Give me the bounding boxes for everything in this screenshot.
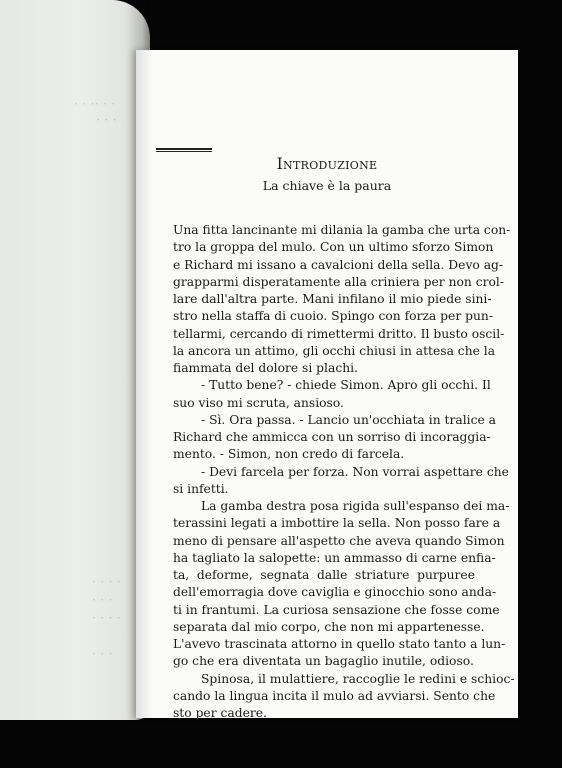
left-page: [0, 0, 150, 720]
text-line: meno di pensare all'aspetto che aveva quando Simon: [173, 533, 505, 548]
chapter-title: Introduzione: [276, 155, 378, 173]
text-line: tro la groppa del mulo. Con un ultimo sforzo Simon: [173, 240, 494, 255]
text-line: separata dal mio corpo, che non mi appartenesse.: [173, 619, 485, 634]
text-line: ta, deforme, segnata dalle striature purpuree: [173, 568, 475, 582]
text-line: e Richard mi issano a cavalcioni della sella. Devo ag-: [173, 257, 504, 272]
bleed-through-text: · · ·: [92, 593, 113, 608]
title-rule-thin: [156, 151, 212, 152]
text-line: - Sì. Ora passa. - Lancio un'occhiata in tralice a: [201, 412, 496, 427]
bleed-through-text: · · ·: [92, 647, 113, 662]
text-line: suo viso mi scruta, ansioso.: [173, 395, 344, 410]
paragraph: [173, 498, 510, 671]
text-line: lare dall'altra parte. Mani infilano il mio piede sini-: [173, 292, 492, 306]
paragraph: [173, 222, 511, 377]
text-line: la ancora un attimo, gli occhi chiusi in attesa che la: [173, 343, 496, 358]
text-line: La gamba destra posa rigida sull'espanso dei ma-: [201, 499, 510, 513]
text-line: - Tutto bene? - chiede Simon. Apro gli occhi. Il: [201, 378, 491, 393]
text-line: L'avevo trascinata attorno in quello stato tanto a lun-: [173, 637, 506, 651]
bleed-through-text: · · ·: [96, 113, 117, 128]
text-line: ha tagliato la salopette: un ammasso di carne enfia-: [173, 550, 496, 565]
text-line: Richard che ammicca con un sorriso di incoraggia-: [173, 430, 491, 444]
bleed-through-text: · · ·· · ·: [74, 97, 116, 112]
title-rule: [156, 148, 212, 150]
text-line: mento. - Simon, non credo di farcela.: [173, 447, 405, 462]
paragraph: [173, 671, 515, 723]
paragraph: [173, 464, 509, 499]
text-line: sto per cadere.: [173, 706, 267, 720]
text-line: ti in frantumi. La curiosa sensazione che fosse come: [173, 602, 500, 617]
body-text: [173, 222, 515, 722]
text-line: cando la lingua incita il mulo ad avviarsi. Sento che: [173, 688, 496, 703]
paragraph: [173, 412, 496, 464]
text-line: tellarmi, cercando di rimettermi dritto. Il busto oscil-: [173, 326, 505, 341]
text-line: stro nella staffa di cuoio. Spingo con forza per pun-: [173, 309, 493, 324]
text-line: terassini legati a imbottire la sella. Non posso fare a: [173, 516, 501, 531]
text-line: fiammata del dolore si plachi.: [173, 361, 358, 375]
bleed-through-text: · · · ·: [92, 575, 121, 590]
text-line: dell'emorragia dove caviglia e ginocchio sono anda-: [173, 585, 497, 600]
gutter-shade: [136, 50, 152, 718]
text-line: go che era diventata un bagaglio inutile, odioso.: [173, 654, 474, 669]
text-line: Spinosa, il mulattiere, raccoglie le redini e schioc-: [201, 671, 515, 686]
text-line: Una fitta lancinante mi dilania la gamba che urta con-: [173, 223, 511, 237]
chapter-subtitle: La chiave è la paura: [262, 178, 392, 193]
paragraph: [173, 377, 491, 412]
text-line: si infetti.: [173, 481, 229, 496]
text-line: grapparmi disperatamente alla criniera per non crol-: [173, 274, 504, 289]
text-line: - Devi farcela per forza. Non vorrai aspettare che: [201, 464, 509, 479]
bleed-through-text: · · · ·: [92, 611, 121, 626]
